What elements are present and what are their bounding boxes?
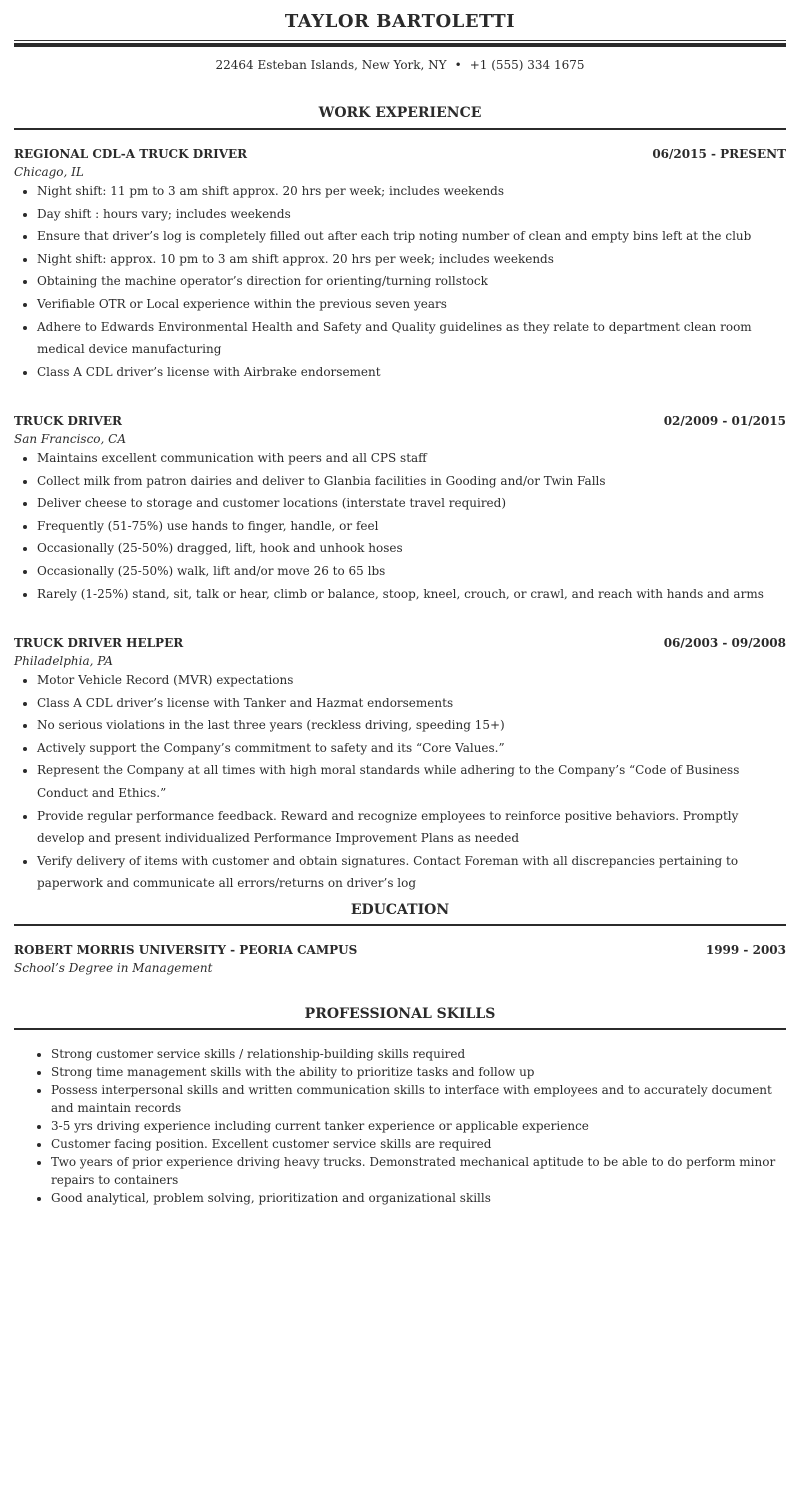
list-item: • Rarely (1-25%) stand, sit, talk or hear, climb or balance, stoop, kneel, crouch, or crawl, and reach with hands and arms <box>37 583 786 606</box>
list-item: • Occasionally (25-50%) walk, lift and/or move 26 to 65 lbs <box>37 560 786 583</box>
list-item: • Strong customer service skills / relationship-building skills required <box>51 1045 778 1063</box>
list-item: • Maintains excellent communication with peers and all CPS staff <box>37 447 786 470</box>
list-item: • No serious violations in the last three years (reckless driving, speeding 15+) <box>37 714 786 737</box>
list-item: • Class A CDL driver’s license with Tanker and Hazmat endorsements <box>37 692 786 715</box>
job-title: TRUCK DRIVER HELPER <box>14 636 184 650</box>
list-item: • Frequently (51-75%) use hands to finger, handle, or feel <box>37 515 786 538</box>
list-item: • Occasionally (25-50%) dragged, lift, hook and unhook hoses <box>37 537 786 560</box>
list-item: • Provide regular performance feedback. Reward and recognize employees to reinforce positive behaviors. Promptly develop and present individualized Performance Improvement Plans as needed <box>37 805 786 850</box>
job-location: San Francisco, CA <box>14 432 127 446</box>
list-item: • Two years of prior experience driving heavy trucks. Demonstrated mechanical aptitude to be able to do perform minor repairs to containers <box>51 1153 778 1189</box>
education-years: 1999 - 2003 <box>705 943 786 957</box>
work-experience-heading: WORK EXPERIENCE <box>318 105 482 121</box>
list-item: • Night shift: approx. 10 pm to 3 am shift approx. 20 hrs per week; includes weekends <box>37 248 786 271</box>
list-item: • Verifiable OTR or Local experience within the previous seven years <box>37 293 786 316</box>
work-experience-rule <box>14 128 786 130</box>
list-item: • Good analytical, problem solving, prioritization and organizational skills <box>51 1189 778 1207</box>
skills-heading: PROFESSIONAL SKILLS <box>304 1006 496 1022</box>
job-location: Philadelphia, PA <box>14 654 113 668</box>
job-bullets <box>14 180 786 383</box>
job-dates: 02/2009 - 01/2015 <box>663 414 786 428</box>
list-item: • Possess interpersonal skills and written communication skills to interface with employees and to accurately document and maintain records <box>51 1081 778 1117</box>
list-item: • Deliver cheese to storage and customer locations (interstate travel required) <box>37 492 786 515</box>
job-bullets <box>14 669 786 895</box>
job-title: REGIONAL CDL-A TRUCK DRIVER <box>14 147 248 161</box>
candidate-name: TAYLOR BARTOLETTI <box>284 11 516 32</box>
skills-rule <box>14 1028 786 1030</box>
list-item: • Day shift : hours vary; includes weekends <box>37 203 786 226</box>
education-rule <box>14 924 786 926</box>
degree: School’s Degree in Management <box>14 961 213 975</box>
list-item: • Actively support the Company’s commitment to safety and its “Core Values.” <box>37 737 786 760</box>
list-item: • Ensure that driver’s log is completely filled out after each trip noting number of clean and empty bins left at the club <box>37 225 786 248</box>
list-item: • Adhere to Edwards Environmental Health and Safety and Quality guidelines as they relate to department clean room medical device manufacturing <box>37 316 786 361</box>
list-item: • Verify delivery of items with customer and obtain signatures. Contact Foreman with all discrepancies pertaining to paperwork and communicate all errors/returns on driver’s log <box>37 850 786 895</box>
separator-dot: • <box>454 58 462 72</box>
list-item: • Night shift: 11 pm to 3 am shift approx. 20 hrs per week; includes weekends <box>37 180 786 203</box>
list-item: • Strong time management skills with the ability to prioritize tasks and follow up <box>51 1063 778 1081</box>
job-dates: 06/2003 - 09/2008 <box>663 636 786 650</box>
list-item: • Customer facing position. Excellent customer service skills are required <box>51 1135 778 1153</box>
list-item: • Obtaining the machine operator’s direction for orienting/turning rollstock <box>37 270 786 293</box>
list-item: • Collect milk from patron dairies and deliver to Glanbia facilities in Gooding and/or Twin Falls <box>37 470 786 493</box>
phone: +1 (555) 334 1675 <box>469 58 585 72</box>
job-location: Chicago, IL <box>14 165 84 179</box>
header-rule-thin <box>14 40 786 41</box>
header-rule-thick <box>14 43 786 47</box>
list-item: • Represent the Company at all times with high moral standards while adhering to the Company’s “Code of Business Conduct and Ethics.” <box>37 759 786 804</box>
list-item: • Motor Vehicle Record (MVR) expectations <box>37 669 786 692</box>
address: 22464 Esteban Islands, New York, NY <box>215 58 447 72</box>
job-bullets <box>14 447 786 605</box>
job-dates: 06/2015 - PRESENT <box>652 147 786 161</box>
job-title: TRUCK DRIVER <box>14 414 122 428</box>
list-item: • 3-5 yrs driving experience including current tanker experience or applicable experience <box>51 1117 778 1135</box>
contact-line <box>0 57 800 73</box>
skills-list <box>28 1045 778 1207</box>
education-heading: EDUCATION <box>350 902 450 918</box>
school-name: ROBERT MORRIS UNIVERSITY - PEORIA CAMPUS <box>14 943 358 957</box>
list-item: • Class A CDL driver’s license with Airbrake endorsement <box>37 361 786 384</box>
